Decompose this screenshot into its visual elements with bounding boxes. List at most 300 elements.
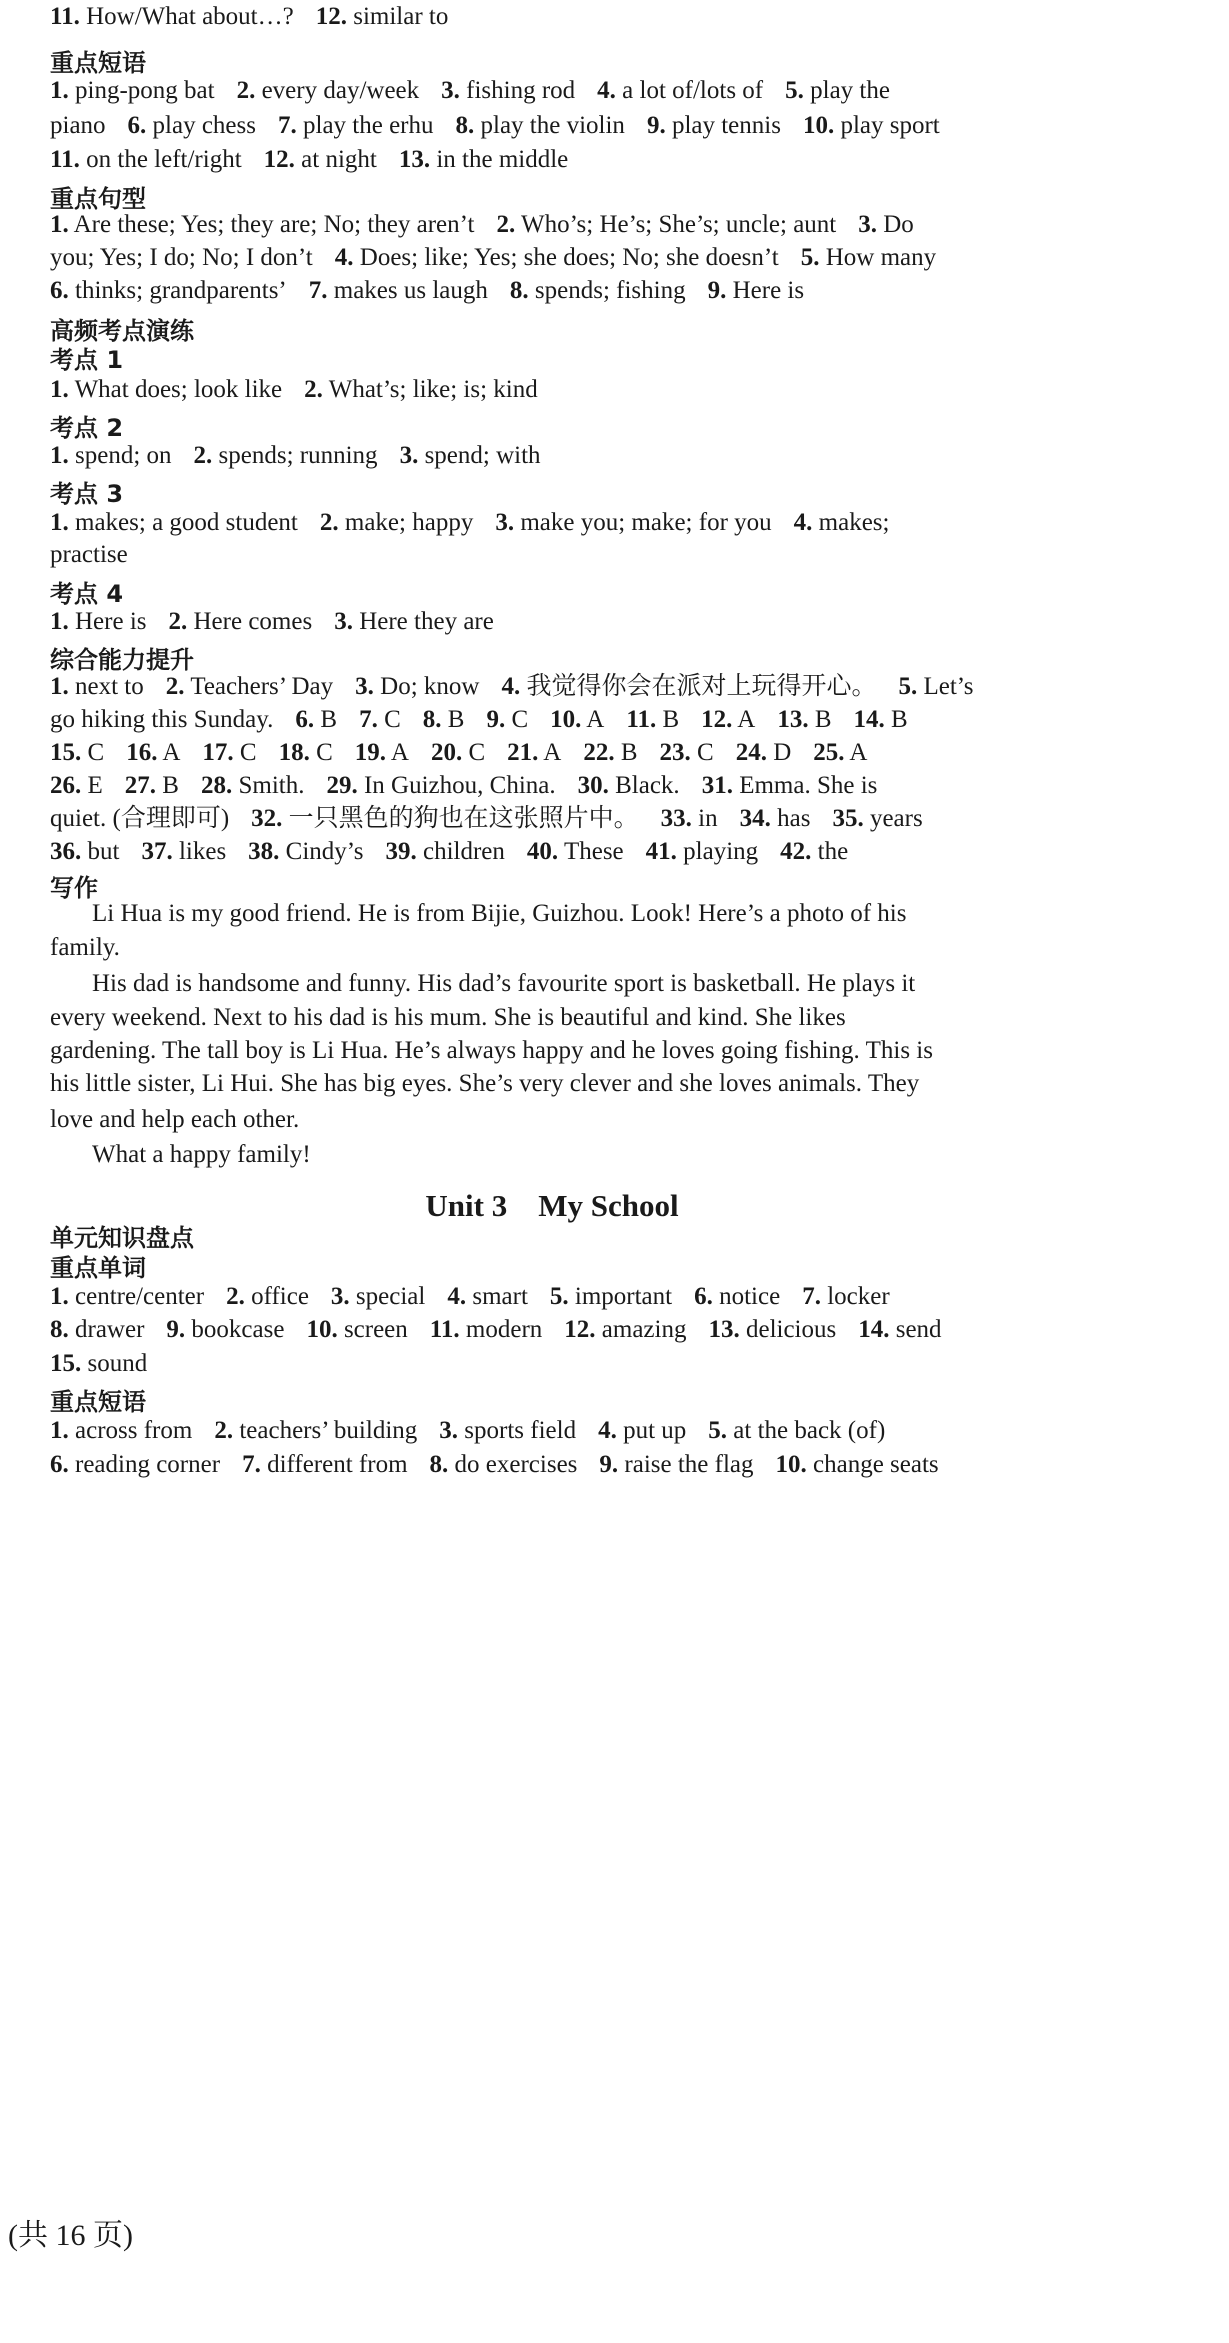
question-number: 3.	[495, 509, 515, 536]
answer-item	[50, 143, 242, 177]
answer-item	[813, 736, 867, 770]
answer-item	[777, 703, 831, 737]
question-number: 7.	[802, 1283, 821, 1310]
answer-item	[527, 835, 624, 869]
answer-item	[201, 769, 305, 803]
question-number: 7.	[242, 1451, 261, 1478]
answer-item	[385, 835, 504, 869]
answer-line	[50, 802, 923, 836]
answer-text: C	[511, 706, 529, 733]
answer-text: B	[620, 739, 638, 766]
answer-line	[50, 835, 848, 869]
question-number: 39.	[385, 838, 417, 865]
answer-text: Teachers’ Day	[190, 673, 334, 700]
essay-line: gardening. The tall boy is Li Hua. He’s always happy and he loves going fishing. This is	[50, 1037, 933, 1064]
answer-item	[194, 439, 378, 473]
section-heading: 考点 1	[50, 346, 124, 374]
answer-text: special	[355, 1283, 426, 1310]
answer-item	[128, 109, 256, 143]
answer-item	[248, 835, 363, 869]
answer-item	[126, 736, 180, 770]
question-number: 31.	[701, 772, 733, 799]
answer-text: B	[320, 706, 338, 733]
answer-item	[708, 1414, 885, 1448]
answer-text: spends; running	[218, 442, 378, 469]
question-number: 5.	[800, 244, 820, 271]
answer-item	[439, 1414, 576, 1448]
answer-text: A	[737, 706, 756, 733]
section-heading: 考点 3	[50, 480, 124, 508]
answer-item	[50, 736, 104, 770]
question-number: 1.	[50, 77, 69, 104]
answer-item	[441, 74, 575, 108]
answer-item	[501, 670, 876, 704]
question-number: 5.	[898, 673, 918, 700]
question-number: 4.	[334, 244, 354, 271]
question-number: 4.	[597, 77, 616, 104]
answer-text: Let’s	[923, 673, 974, 700]
answer-item	[701, 703, 755, 737]
answer-text: at night	[301, 146, 377, 173]
answer-item	[599, 1448, 753, 1482]
answer-text: the	[817, 838, 849, 865]
essay-line: love and help each other.	[50, 1106, 300, 1133]
question-number: 12.	[315, 3, 347, 30]
answer-text: playing	[683, 838, 759, 865]
answer-item	[423, 703, 465, 737]
question-number: 34.	[739, 805, 771, 832]
question-number: 1.	[50, 211, 69, 238]
question-number: 4.	[793, 509, 813, 536]
answer-text: C	[239, 739, 257, 766]
section-heading: 高频考点演练	[50, 317, 194, 345]
answer-item	[708, 1313, 836, 1347]
answer-item	[50, 439, 172, 473]
answer-text: A	[390, 739, 409, 766]
answer-text: likes	[178, 838, 227, 865]
answer-item	[237, 74, 420, 108]
question-number: 2.	[193, 442, 213, 469]
answer-item	[295, 703, 337, 737]
answer-line	[50, 506, 889, 540]
question-number: 12.	[701, 706, 733, 733]
question-number: 11.	[50, 3, 80, 30]
answer-text: in	[698, 805, 718, 832]
answer-text: fishing rod	[466, 77, 576, 104]
answer-item	[776, 1448, 939, 1482]
question-number: 17.	[202, 739, 234, 766]
answer-text: In Guizhou, China.	[363, 772, 556, 799]
section-heading: 单元知识盘点	[50, 1224, 194, 1252]
answer-item	[50, 241, 313, 275]
question-number: 13.	[708, 1316, 740, 1343]
answer-item	[447, 1280, 528, 1314]
question-number: 29.	[326, 772, 358, 799]
question-number: 33.	[660, 805, 692, 832]
answer-text: similar to	[353, 3, 449, 30]
answer-line	[50, 1280, 890, 1314]
answer-text: A	[543, 739, 562, 766]
answer-text: notice	[719, 1283, 781, 1310]
answer-item	[858, 1313, 941, 1347]
essay-line: family.	[50, 934, 120, 961]
section-heading: 重点短语	[50, 1388, 146, 1416]
question-number: 6.	[50, 1451, 69, 1478]
section-heading: 考点 4	[50, 580, 124, 608]
answer-text: different from	[267, 1451, 408, 1478]
answer-item	[169, 605, 313, 639]
essay-line: What a happy family!	[92, 1141, 311, 1168]
answer-item	[486, 703, 528, 737]
answer-item	[598, 1414, 686, 1448]
answer-item	[898, 670, 973, 704]
answer-text: makes us laugh	[333, 277, 488, 304]
answer-text: thinks; grandparents’	[75, 277, 287, 304]
question-number: 1.	[50, 442, 69, 469]
question-number: 3.	[399, 442, 419, 469]
answer-text: These	[563, 838, 624, 865]
answer-text: put up	[623, 1417, 687, 1444]
answer-text: C	[384, 706, 401, 733]
answer-text: across from	[75, 1417, 193, 1444]
question-number: 18.	[278, 739, 310, 766]
answer-text: years	[869, 805, 923, 832]
answer-item	[578, 769, 680, 803]
question-number: 3.	[858, 211, 877, 238]
question-number: 5.	[708, 1417, 728, 1444]
answer-text: Emma. She is	[739, 772, 878, 799]
answer-item	[660, 736, 714, 770]
section-heading: 写作	[50, 874, 98, 902]
question-number: 22.	[583, 739, 615, 766]
answer-text: E	[87, 772, 103, 799]
answer-item	[50, 208, 474, 242]
answer-text: Does; like; Yes; she does; No; she doesn’t	[359, 244, 779, 271]
answer-item	[646, 835, 759, 869]
answer-text: B	[662, 706, 680, 733]
question-number: 6.	[694, 1283, 713, 1310]
question-number: 13.	[777, 706, 809, 733]
answer-text: Do	[883, 211, 914, 238]
answer-item	[802, 1280, 889, 1314]
question-number: 13.	[398, 146, 431, 173]
question-number: 41.	[645, 838, 677, 865]
answer-line	[50, 143, 568, 177]
answer-item	[50, 1313, 144, 1347]
question-number: 5.	[785, 77, 804, 104]
answer-text: play tennis	[671, 112, 781, 139]
answer-text: on the left/right	[86, 146, 242, 173]
answer-item	[708, 274, 805, 308]
answer-item	[50, 1448, 220, 1482]
question-number: 2.	[319, 509, 339, 536]
answer-item	[507, 736, 561, 770]
question-number: 9.	[707, 277, 727, 304]
question-number: 4.	[447, 1283, 467, 1310]
question-number: 2.	[236, 77, 256, 104]
section-heading: 重点句型	[50, 185, 146, 213]
answer-text: you; Yes; I do; No; I don’t	[50, 244, 313, 271]
answer-item	[264, 143, 377, 177]
question-number: 3.	[355, 673, 374, 700]
question-number: 20.	[430, 739, 463, 766]
answer-line	[50, 736, 867, 770]
answer-line	[50, 241, 936, 275]
section-heading: 重点单词	[50, 1254, 146, 1282]
question-number: 6.	[295, 706, 315, 733]
question-number: 7.	[278, 112, 297, 139]
answer-text: play the	[810, 77, 890, 104]
section-heading: 重点短语	[50, 49, 146, 77]
answer-item	[496, 208, 836, 242]
answer-item	[50, 703, 273, 737]
answer-item	[50, 1347, 147, 1381]
answer-text: important	[574, 1283, 673, 1310]
answer-item	[583, 736, 637, 770]
answer-text: raise the flag	[624, 1451, 754, 1478]
answer-line	[50, 109, 940, 143]
answer-text: teachers’ building	[239, 1417, 418, 1444]
answer-item	[50, 538, 128, 572]
answer-item	[335, 241, 779, 275]
question-number: 30.	[577, 772, 609, 799]
answer-item	[331, 1280, 425, 1314]
answer-text: C	[87, 739, 105, 766]
answer-text: B	[447, 706, 465, 733]
answer-item	[399, 143, 568, 177]
answer-item	[251, 802, 639, 836]
answer-line	[50, 605, 494, 639]
answer-item	[50, 74, 215, 108]
question-number: 8.	[422, 706, 442, 733]
answer-item	[50, 0, 294, 34]
question-number: 9.	[486, 706, 506, 733]
answer-line	[50, 769, 877, 803]
question-number: 1.	[50, 673, 69, 700]
answer-item	[785, 74, 890, 108]
answer-item	[50, 373, 282, 407]
answer-item	[278, 109, 434, 143]
answer-item	[794, 506, 890, 540]
answer-text: C	[468, 739, 486, 766]
question-number: 3.	[439, 1417, 459, 1444]
answer-text: send	[895, 1316, 942, 1343]
question-number: 26.	[50, 772, 82, 799]
answer-item	[740, 802, 811, 836]
answer-line	[50, 1347, 147, 1381]
question-number: 3.	[441, 77, 460, 104]
answer-text: a lot of/lots of	[622, 77, 764, 104]
unit-title: Unit 3 My School	[425, 1188, 679, 1223]
answer-line	[50, 373, 538, 407]
answer-item	[309, 274, 488, 308]
question-number: 14.	[853, 706, 885, 733]
question-number: 4.	[598, 1417, 617, 1444]
answer-text: Black.	[615, 772, 680, 799]
question-number: 42.	[780, 838, 812, 865]
answer-text: quiet. (合理即可)	[50, 805, 230, 832]
answer-text: Smith.	[238, 772, 305, 799]
answer-item	[50, 769, 103, 803]
question-number: 40.	[526, 838, 559, 865]
answer-text: has	[777, 805, 811, 832]
answer-text: children	[422, 838, 505, 865]
answer-item	[510, 274, 686, 308]
question-number: 19.	[354, 739, 386, 766]
answer-text: D	[773, 739, 792, 766]
question-number: 1.	[50, 608, 69, 635]
question-number: 1.	[50, 376, 69, 403]
question-number: 32.	[251, 805, 283, 832]
question-number: 1.	[50, 1283, 69, 1310]
answer-text: change seats	[813, 1451, 939, 1478]
question-number: 8.	[509, 277, 529, 304]
question-number: 38.	[248, 838, 280, 865]
answer-text: ping-pong bat	[75, 77, 215, 104]
answer-text: smart	[472, 1283, 528, 1310]
answer-item	[50, 506, 298, 540]
answer-line	[50, 1448, 939, 1482]
question-number: 2.	[496, 211, 516, 238]
question-number: 6.	[50, 277, 69, 304]
answer-item	[50, 802, 229, 836]
answer-text: play sport	[840, 112, 940, 139]
answer-item	[780, 835, 848, 869]
answer-text: Who’s; He’s; She’s; uncle; aunt	[521, 211, 837, 238]
answer-item	[334, 605, 494, 639]
answer-item	[803, 109, 940, 143]
answer-text: office	[251, 1283, 309, 1310]
question-number: 3.	[334, 608, 353, 635]
answer-item	[166, 1313, 284, 1347]
answer-text: A	[162, 739, 181, 766]
question-number: 1.	[50, 509, 69, 536]
answer-item	[694, 1280, 780, 1314]
answer-item	[50, 670, 144, 704]
answer-item	[359, 703, 401, 737]
answer-item	[456, 109, 625, 143]
answer-text: screen	[343, 1316, 408, 1343]
answer-text: bookcase	[191, 1316, 285, 1343]
answer-text: delicious	[745, 1316, 837, 1343]
answer-text: but	[87, 838, 120, 865]
question-number: 10.	[306, 1316, 338, 1343]
answer-item	[50, 1280, 204, 1314]
answer-item	[550, 703, 604, 737]
answer-item	[647, 109, 781, 143]
question-number: 2.	[168, 608, 188, 635]
answer-text: How/What about…?	[86, 3, 294, 30]
answer-item	[50, 605, 147, 639]
answer-item	[50, 109, 106, 143]
question-number: 25.	[813, 739, 845, 766]
answer-item	[431, 736, 485, 770]
question-number: 9.	[646, 112, 666, 139]
answer-item	[242, 1448, 407, 1482]
answer-item	[326, 769, 555, 803]
answer-item	[430, 1313, 543, 1347]
answer-item	[304, 373, 538, 407]
answer-line	[50, 670, 973, 704]
question-number: 35.	[832, 805, 864, 832]
question-number: 5.	[549, 1283, 569, 1310]
question-number: 11.	[429, 1316, 460, 1343]
essay-line: Li Hua is my good friend. He is from Bijie, Guizhou. Look! Here’s a photo of his	[92, 900, 907, 927]
answer-text: Are these; Yes; they are; No; they aren’t	[73, 211, 475, 238]
answer-item	[355, 736, 409, 770]
question-number: 11.	[626, 706, 657, 733]
answer-item	[736, 736, 792, 770]
answer-item	[564, 1313, 686, 1347]
question-number: 28.	[200, 772, 233, 799]
question-number: 2.	[226, 1283, 245, 1310]
answer-text: Here they are	[359, 608, 494, 635]
answer-line	[50, 74, 890, 108]
question-number: 7.	[308, 277, 328, 304]
answer-text: Cindy’s	[285, 838, 364, 865]
answer-text: makes;	[818, 509, 890, 536]
answer-text: Do; know	[380, 673, 480, 700]
page-count-footer: (共 16 页)	[8, 2219, 133, 2252]
answer-text: What does; look like	[74, 376, 283, 403]
question-number: 23.	[659, 739, 691, 766]
answer-item	[214, 1414, 417, 1448]
answer-item	[306, 1313, 407, 1347]
question-number: 24.	[735, 739, 767, 766]
answer-item	[355, 670, 479, 704]
answer-item	[316, 0, 449, 34]
answer-line	[50, 0, 448, 34]
question-number: 14.	[858, 1316, 890, 1343]
question-number: 2.	[214, 1417, 234, 1444]
answer-item	[141, 835, 226, 869]
question-number: 15.	[50, 739, 82, 766]
question-number: 9.	[166, 1316, 186, 1343]
answer-text: spend; on	[75, 442, 172, 469]
answer-text: What’s; like; is; kind	[328, 376, 538, 403]
answer-text: make you; make; for you	[520, 509, 772, 536]
answer-text: modern	[465, 1316, 543, 1343]
question-number: 36.	[50, 838, 82, 865]
answer-item	[858, 208, 914, 242]
answer-text: Here comes	[193, 608, 313, 635]
answer-line	[50, 703, 908, 737]
answer-text: 一只黑色的狗也在这张照片中。	[288, 805, 639, 832]
answer-text: practise	[50, 541, 128, 568]
answer-text: piano	[50, 112, 106, 139]
answer-text: make; happy	[344, 509, 474, 536]
answer-item	[50, 274, 287, 308]
answer-text: reading corner	[75, 1451, 221, 1478]
question-number: 10.	[802, 112, 835, 139]
answer-text: spend; with	[424, 442, 541, 469]
answer-text: locker	[827, 1283, 890, 1310]
question-number: 11.	[50, 146, 80, 173]
question-number: 7.	[359, 706, 378, 733]
answer-item	[854, 703, 908, 737]
question-number: 16.	[126, 739, 158, 766]
essay-line: his little sister, Li Hui. She has big eyes. She’s very clever and she loves animals. They	[50, 1070, 920, 1097]
answer-text: drawer	[75, 1316, 145, 1343]
answer-text: sound	[87, 1350, 148, 1377]
question-number: 1.	[50, 1417, 69, 1444]
answer-text: every day/week	[261, 77, 420, 104]
question-number: 10.	[550, 706, 582, 733]
answer-text: C	[697, 739, 714, 766]
answer-item	[400, 439, 541, 473]
question-number: 2.	[304, 376, 323, 403]
answer-text: C	[316, 739, 333, 766]
